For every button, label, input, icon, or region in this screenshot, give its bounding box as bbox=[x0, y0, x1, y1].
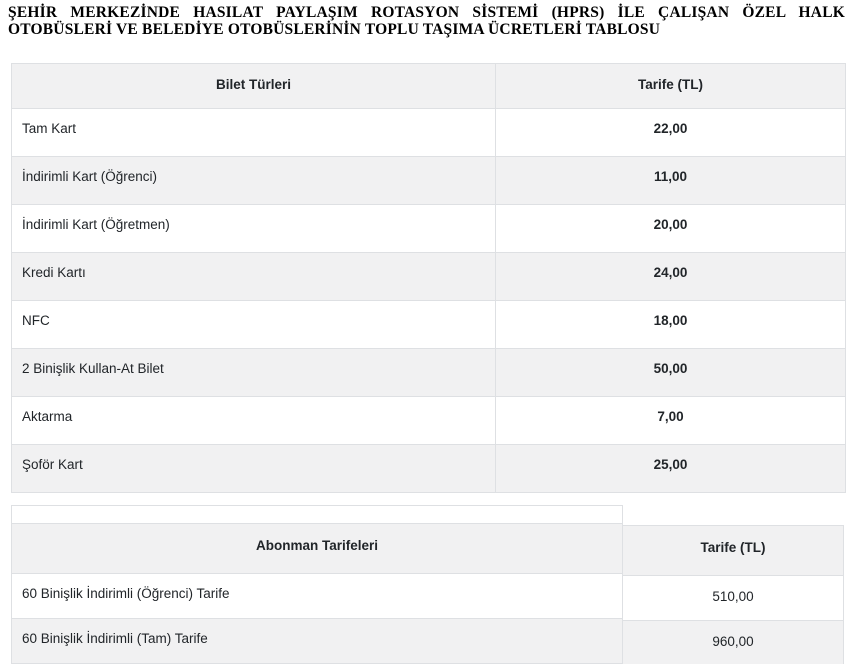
column-header-ticket-types: Bilet Türleri bbox=[12, 64, 496, 109]
ticket-type-cell: Aktarma bbox=[12, 397, 496, 445]
table-row bbox=[12, 109, 846, 157]
fare-value-cell: 22,00 bbox=[496, 109, 846, 157]
subscription-table-left-column bbox=[11, 505, 623, 664]
empty-cell bbox=[11, 505, 623, 524]
fare-value-cell: 510,00 bbox=[622, 575, 844, 621]
table-row bbox=[12, 397, 846, 445]
fare-value-cell: 960,00 bbox=[622, 620, 844, 664]
fare-value-cell: 24,00 bbox=[496, 253, 846, 301]
column-header-subscription-fares: Abonman Tarifeleri bbox=[11, 523, 623, 574]
subscription-table-right-column bbox=[622, 505, 844, 664]
fare-value-cell: 50,00 bbox=[496, 349, 846, 397]
table-row bbox=[12, 205, 846, 253]
ticket-type-cell: NFC bbox=[12, 301, 496, 349]
fare-value-cell: 25,00 bbox=[496, 445, 846, 493]
subscription-type-cell: 60 Binişlik İndirimli (Öğrenci) Tarife bbox=[11, 573, 623, 619]
column-offset-spacer bbox=[622, 505, 844, 525]
ticket-fares-table bbox=[11, 63, 846, 493]
fare-value-cell: 11,00 bbox=[496, 157, 846, 205]
table-row bbox=[12, 253, 846, 301]
table-row bbox=[12, 157, 846, 205]
table-row bbox=[12, 301, 846, 349]
ticket-type-cell: İndirimli Kart (Öğretmen) bbox=[12, 205, 496, 253]
ticket-type-cell: Şoför Kart bbox=[12, 445, 496, 493]
fare-value-cell: 18,00 bbox=[496, 301, 846, 349]
ticket-type-cell: Kredi Kartı bbox=[12, 253, 496, 301]
ticket-type-cell: Tam Kart bbox=[12, 109, 496, 157]
subscription-type-cell: 60 Binişlik İndirimli (Tam) Tarife bbox=[11, 618, 623, 664]
ticket-type-cell: İndirimli Kart (Öğrenci) bbox=[12, 157, 496, 205]
page-title: ŞEHİR MERKEZİNDE HASILAT PAYLAŞIM ROTASYON SİSTEMİ (HPRS) İLE ÇALIŞAN ÖZEL HALK OTOBÜSLERİ VE BELEDİYE OTOBÜSLERİNİN TOPLU TAŞIMA ÜCRETLERİ TABLOSU bbox=[8, 4, 845, 38]
fare-value-cell: 7,00 bbox=[496, 397, 846, 445]
column-header-fare: Tarife (TL) bbox=[622, 525, 844, 576]
subscription-fares-table bbox=[11, 505, 868, 664]
ticket-table-header-row bbox=[12, 64, 846, 109]
ticket-type-cell: 2 Binişlik Kullan-At Bilet bbox=[12, 349, 496, 397]
table-row bbox=[12, 445, 846, 493]
fare-value-cell: 20,00 bbox=[496, 205, 846, 253]
column-header-fare: Tarife (TL) bbox=[496, 64, 846, 109]
table-row bbox=[12, 349, 846, 397]
